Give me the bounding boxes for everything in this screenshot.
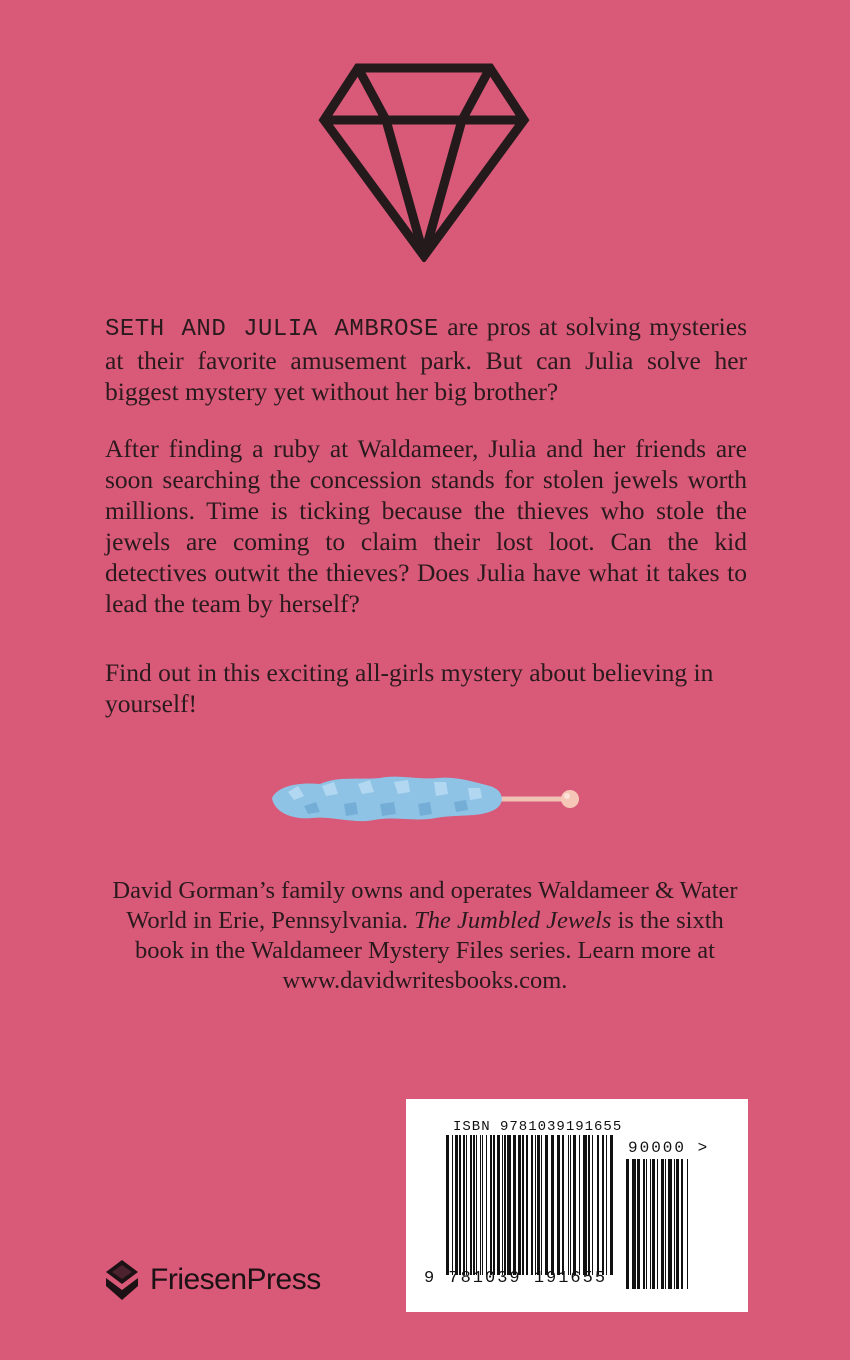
barcode-bar bbox=[551, 1135, 554, 1275]
barcode-bar bbox=[486, 1135, 487, 1275]
barcode-bar bbox=[455, 1135, 458, 1275]
barcode-bar bbox=[652, 1159, 655, 1289]
barcode-bar bbox=[602, 1135, 604, 1275]
price-code: 90000 > bbox=[628, 1139, 710, 1157]
barcode-bar bbox=[526, 1135, 528, 1275]
friesenpress-logo-icon bbox=[104, 1258, 140, 1302]
barcode-bar bbox=[661, 1159, 664, 1289]
barcode-bar bbox=[452, 1135, 453, 1275]
barcode-bar bbox=[579, 1135, 580, 1275]
publisher-name: FriesenPress bbox=[150, 1263, 321, 1296]
barcode-bar bbox=[446, 1135, 449, 1275]
barcode-bar bbox=[650, 1159, 651, 1289]
barcode-bar bbox=[513, 1135, 516, 1275]
barcode-bar bbox=[459, 1135, 461, 1275]
barcode-bar bbox=[588, 1135, 590, 1275]
barcode-bar bbox=[493, 1135, 495, 1275]
barcode-bar bbox=[657, 1159, 658, 1289]
blurb-paragraph-3: Find out in this exciting all-girls mystery about believing in yourself! bbox=[105, 658, 714, 718]
barcode-bar bbox=[570, 1135, 571, 1275]
barcode-bar bbox=[606, 1135, 607, 1275]
blurb-text-1: are pros at solving mysteries at their favorite amusement park. But can Julia solve her biggest mystery yet without her big brother? bbox=[105, 312, 747, 406]
barcode-bar bbox=[531, 1135, 533, 1275]
author-bio bbox=[100, 876, 750, 996]
barcode-bar bbox=[463, 1135, 465, 1275]
barcode-bar bbox=[610, 1135, 613, 1275]
barcode-bar bbox=[665, 1159, 666, 1289]
barcode-bar bbox=[522, 1135, 524, 1275]
barcode-bar bbox=[466, 1135, 467, 1275]
barcode-bar bbox=[676, 1159, 679, 1289]
barcode-bar bbox=[583, 1135, 587, 1275]
barcode-bar bbox=[597, 1135, 599, 1275]
barcode-bar bbox=[497, 1135, 500, 1275]
barcode-bar bbox=[681, 1159, 683, 1289]
barcode-bar bbox=[476, 1135, 477, 1275]
barcode-bar bbox=[643, 1159, 645, 1289]
barcode-bar bbox=[557, 1135, 560, 1275]
rock-candy-illustration bbox=[268, 768, 588, 828]
barcode-bar bbox=[687, 1159, 688, 1289]
character-names: SETH AND JULIA AMBROSE bbox=[105, 316, 439, 343]
barcode-bar bbox=[545, 1135, 548, 1275]
barcode-bar bbox=[473, 1135, 475, 1275]
isbn-barcode bbox=[446, 1135, 614, 1275]
bio-text-2: is the sixth book in the Waldameer Mystery Files series. Learn more at www.davidwritesbooks.com. bbox=[135, 907, 724, 994]
isbn-label: ISBN 9781039191655 bbox=[453, 1119, 623, 1135]
barcode-bar bbox=[568, 1135, 569, 1275]
barcode-bar bbox=[637, 1159, 640, 1289]
barcode-bar bbox=[470, 1135, 472, 1275]
barcode-bar bbox=[482, 1135, 483, 1275]
blurb-paragraph-2: After finding a ruby at Waldameer, Julia and her friends are soon searching the concession stands for stolen jewels worth millions. Time is ticking because the thieves who stole the jewels are coming to claim their lost loot. Can the kid detectives outwit the thieves? Does Julia have what it takes to lead the team by herself? bbox=[105, 434, 747, 618]
barcode-bar bbox=[535, 1135, 536, 1275]
barcode-bar bbox=[592, 1135, 593, 1275]
barcode-bar bbox=[502, 1135, 503, 1275]
publisher-mark bbox=[104, 1257, 321, 1303]
barcode-bar bbox=[632, 1159, 636, 1289]
barcode-bar bbox=[562, 1135, 564, 1275]
barcode-bar bbox=[507, 1135, 511, 1275]
barcode-bar bbox=[626, 1159, 629, 1289]
barcode-bar bbox=[646, 1159, 647, 1289]
bio-text-1: David Gorman’s family owns and operates Waldameer & Water World in Erie, Pennsylvania. bbox=[112, 877, 738, 934]
barcode-bar bbox=[490, 1135, 492, 1275]
barcode-bar bbox=[480, 1135, 481, 1275]
barcode-bar bbox=[518, 1135, 521, 1275]
barcode-bar bbox=[674, 1159, 675, 1289]
blurb-paragraph-1 bbox=[105, 311, 747, 407]
price-barcode bbox=[626, 1159, 688, 1289]
barcode-bar bbox=[541, 1135, 542, 1275]
barcode-box bbox=[406, 1099, 748, 1312]
book-title: The Jumbled Jewels bbox=[414, 907, 612, 934]
barcode-bar bbox=[537, 1135, 540, 1275]
barcode-bar bbox=[573, 1135, 576, 1275]
barcode-bar bbox=[668, 1159, 672, 1289]
barcode-bar bbox=[504, 1135, 506, 1275]
diamond-icon bbox=[318, 62, 530, 262]
isbn-digits: 9 781039 191655 bbox=[424, 1269, 608, 1288]
